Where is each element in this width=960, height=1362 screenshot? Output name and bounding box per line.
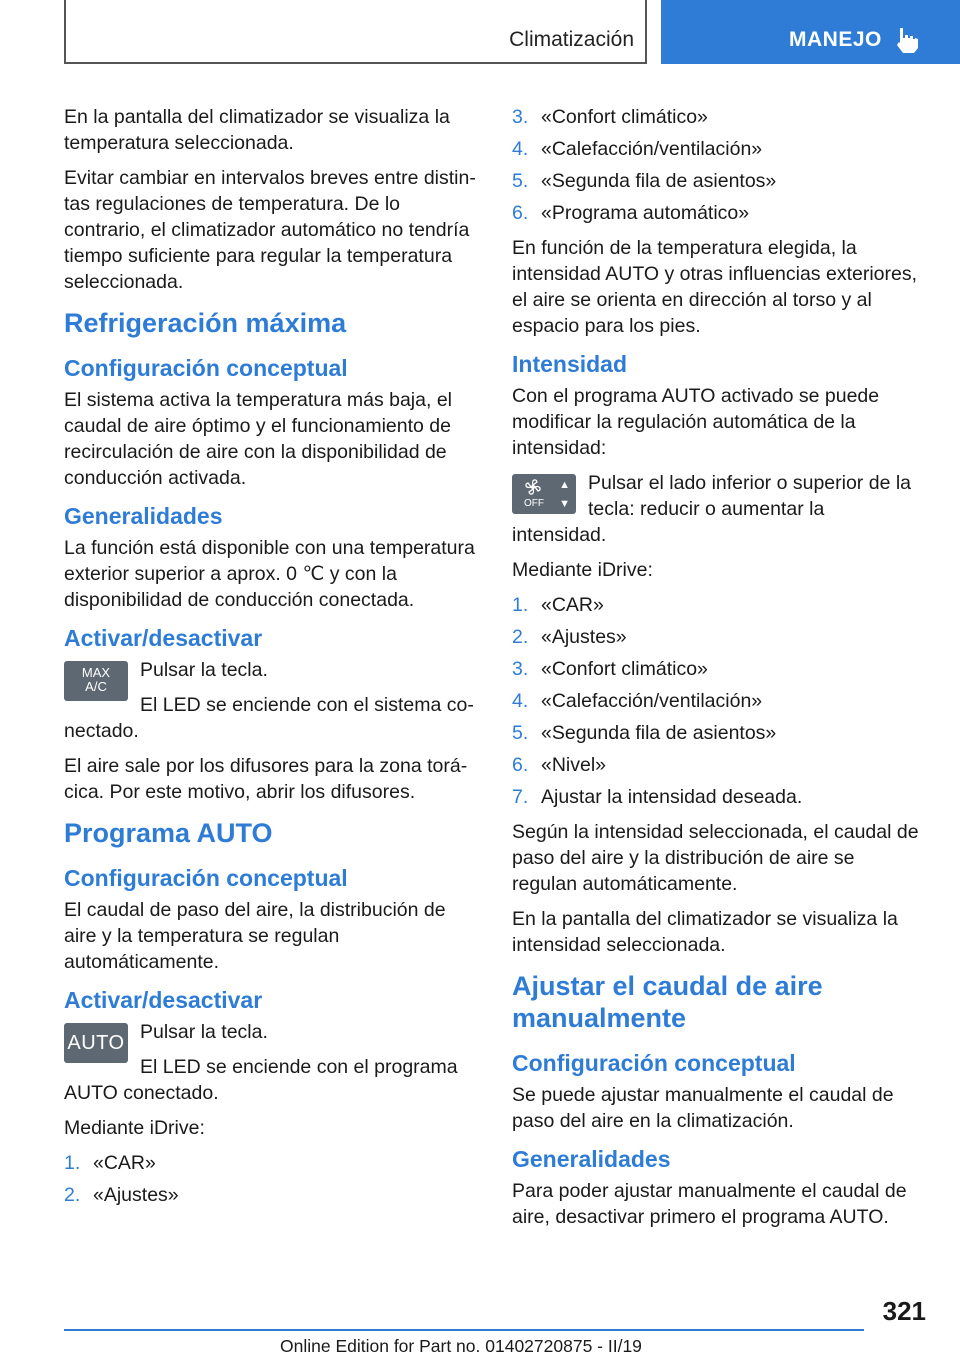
fan-key-off-label: OFF xyxy=(524,498,544,509)
arrow-up-icon: ▲ xyxy=(559,479,570,491)
subsection-heading: Configuración conceptual xyxy=(64,865,348,891)
section-heading: Programa AUTO xyxy=(64,818,273,848)
page-number: 321 xyxy=(882,1296,926,1326)
paragraph: Mediante iDrive: xyxy=(64,1117,205,1139)
paragraph: Mediante iDrive: xyxy=(512,559,653,581)
paragraph: Para poder ajustar manualmente el caudal de aire, desactivar primero el programa AUTO. xyxy=(512,1180,907,1228)
paragraph: Evitar cambiar en intervalos breves entre distintas regulaciones de temperatura. De lo contrario, el climatizador automático no tendría tiempo suficiente para regular la temperatura seleccionada. xyxy=(64,167,476,293)
section-heading: Refrigeración máxima xyxy=(64,308,347,338)
max-ac-key-line2: A/C xyxy=(85,679,107,694)
chapter-tab-label: MANEJO xyxy=(789,28,882,51)
list-item: 3. «Confort climático» xyxy=(512,106,708,128)
paragraph: En la pantalla del climatizador se visualiza la temperatura seleccionada. xyxy=(64,106,450,154)
paragraph: Según la intensidad seleccionada, el caudal de paso del aire y la distribución de aire se regulan automáticamente. xyxy=(512,821,919,895)
footer-edition-text: Online Edition for Part no. 01402720875 - II/19 xyxy=(280,1336,642,1356)
list-item: 5. «Segunda fila de asientos» xyxy=(512,170,777,192)
list-item: 5. «Segunda fila de asientos» xyxy=(512,722,777,744)
list-item: 4. «Calefacción/ventilación» xyxy=(512,138,763,160)
list-item: 2. «Ajustes» xyxy=(64,1184,179,1206)
subsection-heading: Generalidades xyxy=(64,503,223,529)
paragraph: En función de la temperatura elegida, la intensidad AUTO y otras influencias exteriores, el aire se orienta en dirección al torso y al espacio para los pies. xyxy=(512,237,918,337)
list-item: 3. «Confort climático» xyxy=(512,658,708,680)
key-instruction xyxy=(64,657,476,753)
subsection-heading: Generalidades xyxy=(512,1146,671,1172)
paragraph: Con el programa AUTO activado se puede modificar la regulación automática de la intensidad: xyxy=(512,385,880,459)
paragraph: El LED se enciende con el sistema conectado. xyxy=(64,694,474,742)
auto-key-icon: AUTO xyxy=(64,1023,128,1063)
subsection-heading: Configuración conceptual xyxy=(64,355,348,381)
footer-divider xyxy=(64,1329,864,1331)
section-heading: Ajustar el caudal de aire manualmente xyxy=(512,971,823,1033)
subsection-heading: Intensidad xyxy=(512,351,628,377)
list-item: 4. «Calefacción/ventilación» xyxy=(512,690,763,712)
subsection-heading: Activar/desactivar xyxy=(64,625,263,651)
steps-list xyxy=(512,592,924,810)
paragraph: Pulsar la tecla. xyxy=(140,659,268,681)
paragraph: El caudal de paso del aire, la distribución de aire y la temperatura se regulan automáticamente. xyxy=(64,899,446,973)
arrow-down-icon: ▼ xyxy=(559,498,570,510)
list-item: 6. «Nivel» xyxy=(512,754,607,776)
list-item: 6. «Programa automático» xyxy=(512,202,750,224)
section-title: Climatización xyxy=(509,28,634,51)
paragraph: El sistema activa la temperatura más baja, el caudal de aire óptimo y el funcionamiento de recirculación de aire con la disponibilidad de conducción activada. xyxy=(64,389,453,489)
steps-list xyxy=(64,1150,476,1208)
key-instruction xyxy=(64,1019,476,1115)
paragraph: Pulsar el lado inferior o superior de la tecla: reducir o aumentar la intensidad. xyxy=(512,472,912,546)
paragraph: El aire sale por los difusores para la zona torácica. Por este motivo, abrir los difusores. xyxy=(64,755,468,803)
max-ac-key-icon xyxy=(64,661,128,701)
paragraph: La función está disponible con una temperatura exterior superior a aprox. 0 ℃ y con la disponibilidad de conducción conectada. xyxy=(64,537,475,611)
list-item: 1. «CAR» xyxy=(512,594,604,616)
subsection-heading: Configuración conceptual xyxy=(512,1050,796,1076)
subsection-heading: Activar/desactivar xyxy=(64,987,263,1013)
left-column xyxy=(64,104,476,1217)
right-column xyxy=(512,104,924,1239)
list-item: 7. Ajustar la intensidad deseada. xyxy=(512,786,803,808)
paragraph: Se puede ajustar manualmente el caudal de paso del aire en la climatización. xyxy=(512,1084,894,1132)
fan-key-icon xyxy=(512,474,576,514)
max-ac-key-line1: MAX xyxy=(81,665,111,680)
paragraph: En la pantalla del climatizador se visualiza la intensidad seleccionada. xyxy=(512,908,898,956)
key-instruction xyxy=(512,470,924,557)
hand-pointer-icon xyxy=(894,26,920,54)
list-item: 2. «Ajustes» xyxy=(512,626,627,648)
steps-list xyxy=(512,104,924,226)
list-item: 1. «CAR» xyxy=(64,1152,156,1174)
paragraph: El LED se enciende con el programa AUTO conectado. xyxy=(64,1056,458,1104)
paragraph: Pulsar la tecla. xyxy=(140,1021,268,1043)
page-header xyxy=(0,0,960,66)
